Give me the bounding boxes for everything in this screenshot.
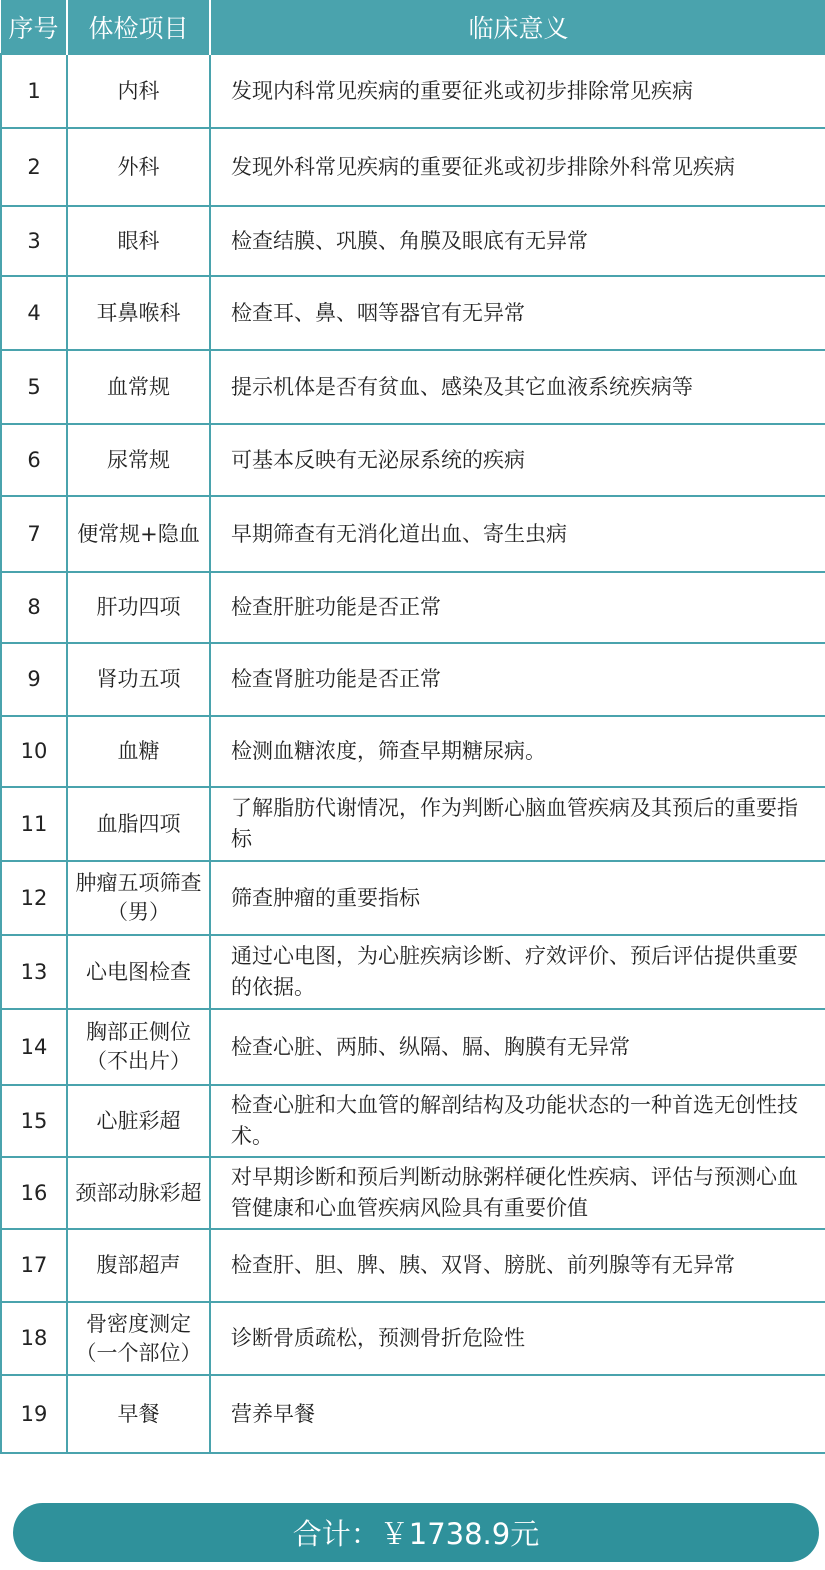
row-item: 肝功四项: [67, 572, 210, 643]
row-meaning: 检查结膜、巩膜、角膜及眼底有无异常: [210, 206, 825, 276]
total-price-banner: 合计：￥1738.9元: [13, 1503, 819, 1562]
row-item: 心电图检查: [67, 935, 210, 1009]
table-row: [1, 206, 825, 276]
row-num: 11: [1, 787, 67, 861]
table-row: [1, 1085, 825, 1157]
row-num: 17: [1, 1229, 67, 1302]
row-num: 15: [1, 1085, 67, 1157]
table-row: [1, 276, 825, 350]
header-item: 体检项目: [67, 0, 210, 54]
row-item: 外科: [67, 128, 210, 206]
row-num: 9: [1, 643, 67, 716]
row-num: 3: [1, 206, 67, 276]
row-item: 内科: [67, 54, 210, 128]
row-num: 19: [1, 1375, 67, 1453]
row-num: 10: [1, 716, 67, 787]
table-row: [1, 496, 825, 572]
row-item: 血脂四项: [67, 787, 210, 861]
table-row: [1, 572, 825, 643]
row-meaning: 对早期诊断和预后判断动脉粥样硬化性疾病、评估与预测心血管健康和心血管疾病风险具有重要价值: [210, 1157, 825, 1229]
row-meaning: 诊断骨质疏松，预测骨折危险性: [210, 1302, 825, 1375]
row-item: 血常规: [67, 350, 210, 424]
row-meaning: 通过心电图，为心脏疾病诊断、疗效评价、预后评估提供重要的依据。: [210, 935, 825, 1009]
row-meaning: 检查肾脏功能是否正常: [210, 643, 825, 716]
row-meaning: 营养早餐: [210, 1375, 825, 1453]
row-item: 腹部超声: [67, 1229, 210, 1302]
row-item: 心脏彩超: [67, 1085, 210, 1157]
row-meaning: 筛查肿瘤的重要指标: [210, 861, 825, 935]
row-item: 血糖: [67, 716, 210, 787]
header-meaning: 临床意义: [210, 0, 825, 54]
row-item: 尿常规: [67, 424, 210, 496]
header-num: 序号: [1, 0, 67, 54]
row-item: 耳鼻喉科: [67, 276, 210, 350]
table-row: [1, 787, 825, 861]
table-row: [1, 54, 825, 128]
row-num: 8: [1, 572, 67, 643]
table-row: [1, 424, 825, 496]
table-header-row: [1, 0, 825, 54]
table-row: [1, 1229, 825, 1302]
row-num: 2: [1, 128, 67, 206]
row-num: 1: [1, 54, 67, 128]
row-meaning: 了解脂肪代谢情况，作为判断心脑血管疾病及其预后的重要指标: [210, 787, 825, 861]
row-num: 7: [1, 496, 67, 572]
row-meaning: 检查耳、鼻、咽等器官有无异常: [210, 276, 825, 350]
row-num: 12: [1, 861, 67, 935]
table-row: [1, 935, 825, 1009]
row-meaning: 检查肝、胆、脾、胰、双肾、膀胱、前列腺等有无异常: [210, 1229, 825, 1302]
table-row: [1, 128, 825, 206]
row-meaning: 发现外科常见疾病的重要征兆或初步排除外科常见疾病: [210, 128, 825, 206]
row-num: 4: [1, 276, 67, 350]
row-meaning: 检测血糖浓度，筛查早期糖尿病。: [210, 716, 825, 787]
table-row: [1, 1375, 825, 1453]
table-row: [1, 643, 825, 716]
row-meaning: 检查心脏和大血管的解剖结构及功能状态的一种首选无创性技术。: [210, 1085, 825, 1157]
row-num: 6: [1, 424, 67, 496]
table-row: [1, 1157, 825, 1229]
row-num: 5: [1, 350, 67, 424]
row-item: 胸部正侧位（不出片）: [67, 1009, 210, 1085]
row-num: 16: [1, 1157, 67, 1229]
row-num: 13: [1, 935, 67, 1009]
row-num: 18: [1, 1302, 67, 1375]
row-item: 眼科: [67, 206, 210, 276]
row-item: 骨密度测定（一个部位）: [67, 1302, 210, 1375]
table-row: [1, 350, 825, 424]
row-meaning: 可基本反映有无泌尿系统的疾病: [210, 424, 825, 496]
row-meaning: 提示机体是否有贫血、感染及其它血液系统疾病等: [210, 350, 825, 424]
row-item: 便常规+隐血: [67, 496, 210, 572]
row-num: 14: [1, 1009, 67, 1085]
table-row: [1, 716, 825, 787]
row-meaning: 发现内科常见疾病的重要征兆或初步排除常见疾病: [210, 54, 825, 128]
row-item: 早餐: [67, 1375, 210, 1453]
table-row: [1, 861, 825, 935]
row-item: 肾功五项: [67, 643, 210, 716]
table-row: [1, 1009, 825, 1085]
row-item: 肿瘤五项筛查（男）: [67, 861, 210, 935]
table-row: [1, 1302, 825, 1375]
row-meaning: 检查心脏、两肺、纵隔、膈、胸膜有无异常: [210, 1009, 825, 1085]
row-meaning: 早期筛查有无消化道出血、寄生虫病: [210, 496, 825, 572]
row-item: 颈部动脉彩超: [67, 1157, 210, 1229]
row-meaning: 检查肝脏功能是否正常: [210, 572, 825, 643]
